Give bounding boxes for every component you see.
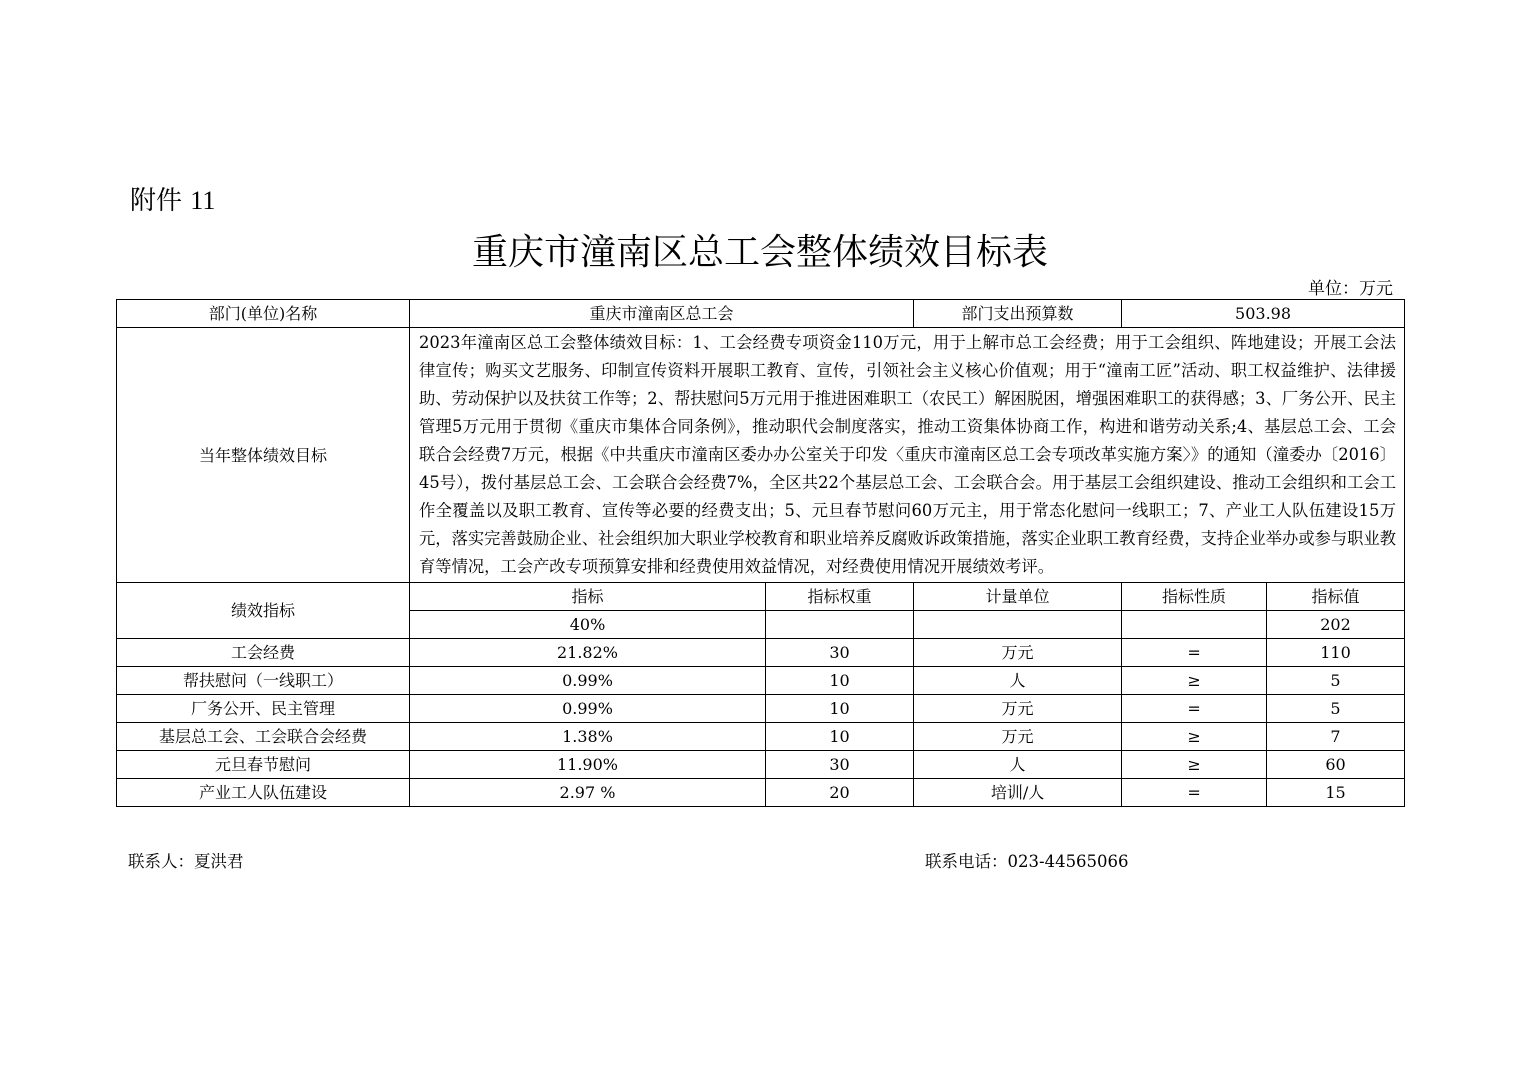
row-name: 元旦春节慰问 xyxy=(117,751,410,779)
row-value: 7 xyxy=(1267,723,1405,751)
table-row xyxy=(117,723,1405,751)
row-weight: 30 xyxy=(766,751,914,779)
row-nature: = xyxy=(1122,779,1267,807)
row-weight: 10 xyxy=(766,695,914,723)
table-row xyxy=(117,695,1405,723)
summary-cell: 40% xyxy=(410,611,766,639)
dept-name-label: 部门(单位)名称 xyxy=(117,300,410,328)
row-nature: = xyxy=(1122,695,1267,723)
row-unit: 万元 xyxy=(914,695,1122,723)
row-value: 5 xyxy=(1267,695,1405,723)
row-unit: 万元 xyxy=(914,723,1122,751)
row-weight: 10 xyxy=(766,667,914,695)
row-value: 60 xyxy=(1267,751,1405,779)
indicator-header-row xyxy=(117,583,1405,611)
dept-name-value: 重庆市潼南区总工会 xyxy=(410,300,914,328)
row-unit: 人 xyxy=(914,751,1122,779)
attachment-number: 11 xyxy=(190,186,216,215)
row-weight: 30 xyxy=(766,639,914,667)
goal-text: 2023年潼南区总工会整体绩效目标：1、工会经费专项资金110万元，用于上解市总工会经费；用于工会组织、阵地建设；开展工会法律宣传；购买文艺服务、印制宣传资料开展职工教育、宣传，引领社会主义核心价值观；用于“潼南工匠”活动、职工权益维护、法律援助、劳动保护以及扶贫工作等；2、帮扶慰问5万元用于推进困难职工（农民工）解困脱困，增强困难职工的获得感；3、厂务公开、民主管理5万元用于贯彻《重庆市集体合同条例》，推动职代会制度落实，推动工资集体协商工作，构进和谐劳动关系;4、基层总工会、工会联合会经费7万元，根据《中共重庆市潼南区委办办公室关于印发〈重庆市潼南区总工会专项改革实施方案〉》的通知（潼委办〔2016〕45号），拨付基层总工会、工会联合会经费7%，全区共22个基层总工会、工会联合会。用于基层工会组织建设、推动工会组织和工会工作全覆盖以及职工教育、宣传等必要的经费支出；5、元旦春节慰问60万元主，用于常态化慰问一线职工；7、产业工人队伍建设15万元，落实完善鼓励企业、社会组织加大职业学校教育和职业培养反腐败诉政策措施，落实企业职工教育经费，支持企业举办或参与职业教育等情况，工会产改专项预算安排和经费使用效益情况，对经费使用情况开展绩效考评。 xyxy=(410,328,1405,583)
row-nature: ≥ xyxy=(1122,751,1267,779)
summary-cell: 202 xyxy=(1267,611,1405,639)
row-nature: ≥ xyxy=(1122,723,1267,751)
contact-phone: 联系电话：023-44565066 xyxy=(925,852,1129,871)
row-name: 厂务公开、民主管理 xyxy=(117,695,410,723)
row-unit: 培训/人 xyxy=(914,779,1122,807)
row-indicator: 1.38% xyxy=(410,723,766,751)
table-row xyxy=(117,779,1405,807)
column-header: 指标值 xyxy=(1267,583,1405,611)
perf-label: 绩效指标 xyxy=(117,583,410,639)
row-value: 15 xyxy=(1267,779,1405,807)
dept-row xyxy=(117,300,1405,328)
row-unit: 万元 xyxy=(914,639,1122,667)
row-indicator: 0.99% xyxy=(410,695,766,723)
row-indicator: 2.97 % xyxy=(410,779,766,807)
goal-row xyxy=(117,328,1405,583)
column-header: 计量单位 xyxy=(914,583,1122,611)
row-name: 产业工人队伍建设 xyxy=(117,779,410,807)
table-row xyxy=(117,751,1405,779)
row-weight: 20 xyxy=(766,779,914,807)
row-value: 110 xyxy=(1267,639,1405,667)
row-weight: 10 xyxy=(766,723,914,751)
row-indicator: 21.82% xyxy=(410,639,766,667)
row-indicator: 11.90% xyxy=(410,751,766,779)
unit-label: 单位：万元 xyxy=(1308,279,1393,299)
goal-label: 当年整体绩效目标 xyxy=(117,328,410,583)
page-title: 重庆市潼南区总工会整体绩效目标表 xyxy=(471,232,1048,273)
row-name: 基层总工会、工会联合会经费 xyxy=(117,723,410,751)
row-value: 5 xyxy=(1267,667,1405,695)
row-unit: 人 xyxy=(914,667,1122,695)
column-header: 指标性质 xyxy=(1122,583,1267,611)
column-header: 指标 xyxy=(410,583,766,611)
performance-table xyxy=(116,299,1405,807)
summary-cell xyxy=(914,611,1122,639)
attachment-label xyxy=(130,180,215,217)
row-name: 帮扶慰问（一线职工） xyxy=(117,667,410,695)
summary-cell xyxy=(766,611,914,639)
attachment-label-text: 附件 xyxy=(130,186,183,216)
summary-cell xyxy=(1122,611,1267,639)
row-name: 工会经费 xyxy=(117,639,410,667)
row-nature: ≥ xyxy=(1122,667,1267,695)
row-indicator: 0.99% xyxy=(410,667,766,695)
column-header: 指标权重 xyxy=(766,583,914,611)
budget-label: 部门支出预算数 xyxy=(914,300,1122,328)
budget-value: 503.98 xyxy=(1122,300,1405,328)
table-row xyxy=(117,667,1405,695)
contact-person: 联系人：夏洪君 xyxy=(128,852,244,871)
row-nature: = xyxy=(1122,639,1267,667)
table-row xyxy=(117,639,1405,667)
